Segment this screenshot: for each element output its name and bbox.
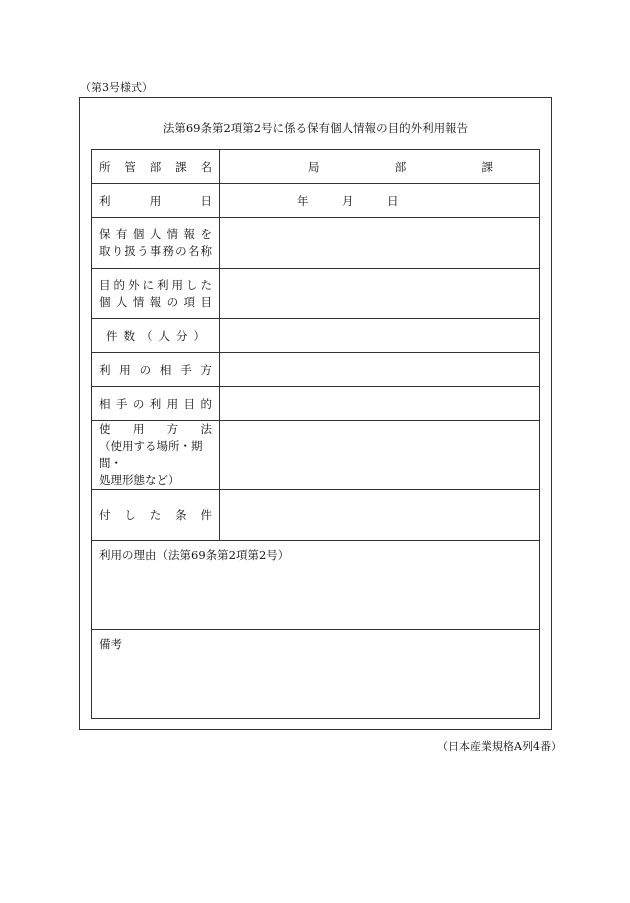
form-frame: [79, 97, 552, 730]
count-label: 件 数 （ 人 分 ）: [106, 328, 205, 343]
ka-unit: 課: [481, 159, 493, 174]
row-count: [92, 319, 540, 353]
department-label-cell: [92, 150, 220, 184]
purpose-label-cell: [92, 387, 220, 421]
report-table: [91, 149, 540, 719]
month-unit: 月: [342, 193, 354, 208]
method-field[interactable]: [220, 421, 540, 490]
conditions-field[interactable]: [220, 490, 540, 541]
row-office-name: [92, 218, 540, 269]
info-items-field[interactable]: [220, 269, 540, 319]
method-label-cell: [92, 421, 220, 490]
use-date-label-cell: [92, 184, 220, 218]
office-name-label-line2: 取 り 扱 う 事 務 の 名 称: [99, 244, 212, 258]
form-number: （第3号様式）: [80, 81, 153, 94]
bu-unit: 部: [394, 159, 407, 174]
purpose-field[interactable]: [220, 387, 540, 421]
count-field[interactable]: [220, 319, 540, 353]
row-purpose: [92, 387, 540, 421]
info-items-label-line2: 個 人 情 報 の 項 目: [99, 294, 212, 309]
document-title: 法第69条第2項第2号に係る保有個人情報の目的外利用報告: [162, 121, 469, 135]
year-unit: 年: [297, 193, 309, 208]
reason-label: 利用の理由（法第69条第2項第2号）: [99, 548, 290, 562]
row-department: [92, 150, 540, 184]
info-items-label-cell: [92, 269, 220, 319]
info-items-label-line1: 目 的 外 に 利 用 し た: [99, 277, 212, 292]
conditions-label-cell: [92, 490, 220, 541]
counterparty-label-cell: [92, 353, 220, 387]
counterparty-field[interactable]: [220, 353, 540, 387]
method-label-line1: 使 用 方 法: [99, 422, 212, 436]
purpose-label: 相 手 の 利 用 目 的: [99, 396, 212, 411]
conditions-label: 付 し た 条 件: [99, 508, 212, 522]
remarks-field[interactable]: [92, 630, 540, 719]
department-field[interactable]: [220, 150, 540, 184]
method-label-line3: 処理形態など）: [99, 473, 180, 487]
reason-field[interactable]: [92, 541, 540, 630]
row-reason: [92, 541, 540, 630]
remarks-label: 備考: [99, 637, 122, 651]
department-label: 所 管 部 課 名: [99, 159, 212, 174]
method-label-line2: （使用する場所・期間・: [99, 439, 203, 470]
row-info-items: [92, 269, 540, 319]
row-conditions: [92, 490, 540, 541]
paper-size-note: （日本産業規格A列4番）: [437, 740, 562, 753]
office-name-field[interactable]: [220, 218, 540, 269]
office-name-label-cell: [92, 218, 220, 269]
row-remarks: [92, 630, 540, 719]
row-method: [92, 421, 540, 490]
counterparty-label: 利 用 の 相 手 方: [99, 362, 212, 377]
office-name-label-line1: 保 有 個 人 情 報 を: [99, 227, 212, 241]
count-label-cell: [92, 319, 220, 353]
row-use-date: [92, 184, 540, 218]
row-counterparty: [92, 353, 540, 387]
day-unit: 日: [387, 193, 399, 208]
use-date-label: 利 用 日: [99, 193, 212, 208]
use-date-field[interactable]: [220, 184, 540, 218]
kyoku-unit: 局: [308, 159, 320, 174]
